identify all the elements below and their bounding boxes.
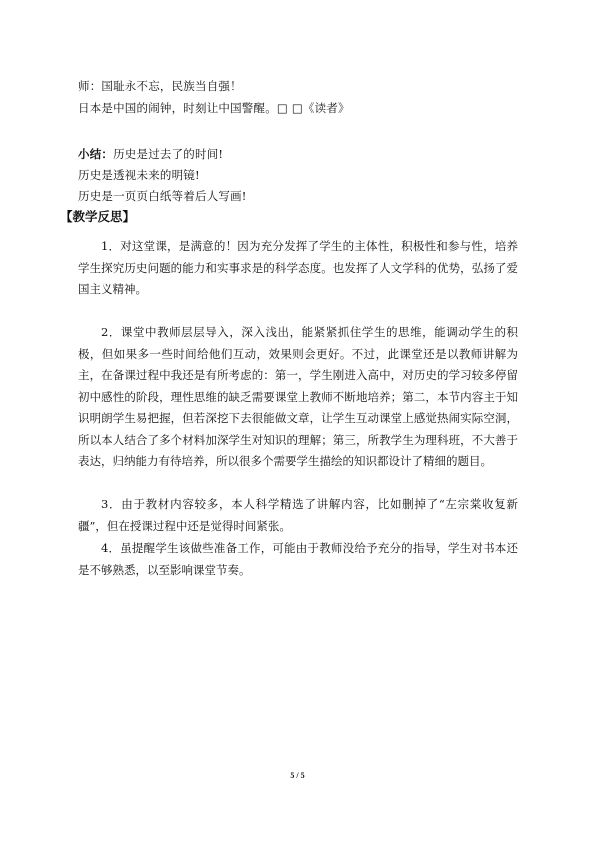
summary-line-3: 历史是一页页白纸等着后人写画! [78,189,247,203]
quote-line-reader: 日本是中国的闹钟，时刻让中国警醒。□ □《读者》 [78,101,350,115]
summary-label: 小结： [78,147,114,161]
summary-line-1 [78,146,223,162]
summary-line-2: 历史是透视未来的明镜! [78,168,200,182]
reflection-heading: 【教学反思】 [60,209,136,224]
summary-text-1: 历史是过去了的时间! [113,147,224,161]
reflection-paragraph-3: 3．由于教材内容较多，本人科学精选了讲解内容，比如删掉了“左宗棠收复新疆”，但在授课过程中还是觉得时间紧张。 [78,497,518,533]
reflection-paragraph-2: 2．课堂中教师层层导入，深入浅出，能紧紧抓住学生的思维，能调动学生的积极，但如果多一些时间给他们互动，效果则会更好。不过，此课堂还是以教师讲解为主，在备课过程中我还是有所考虑的：第一，学生刚进入高中，对历史的学习较多停留初中感性的阶段，理性思维的缺乏需要课堂上教师不断地培养；第二，本节内容主于知识明朗学生易把握，但若深挖下去很能做文章，让学生互动课堂上感觉热闹实际空洞，所以本人结合了多个材料加深学生对知识的理解；第三，所教学生为理科班，不大善于表达，归纳能力有待培养，所以很多个需要学生描绘的知识都设计了精细的题目。 [78,325,518,468]
page-number: 5 / 5 [290,771,305,780]
reflection-paragraph-4: 4．虽提醒学生该做些准备工作，可能由于教师没给予充分的指导，学生对书本还是不够熟悉，以至影响课堂节奏。 [78,541,518,577]
reflection-paragraph-1: 1．对这堂课，是满意的！因为充分发挥了学生的主体性，积极性和参与性，培养学生探究历史问题的能力和实事求是的科学态度。也发挥了人文学科的优势，弘扬了爱国主义精神。 [78,239,518,296]
quote-line-teacher: 师：国耻永不忘，民族当自强！ [78,79,242,93]
